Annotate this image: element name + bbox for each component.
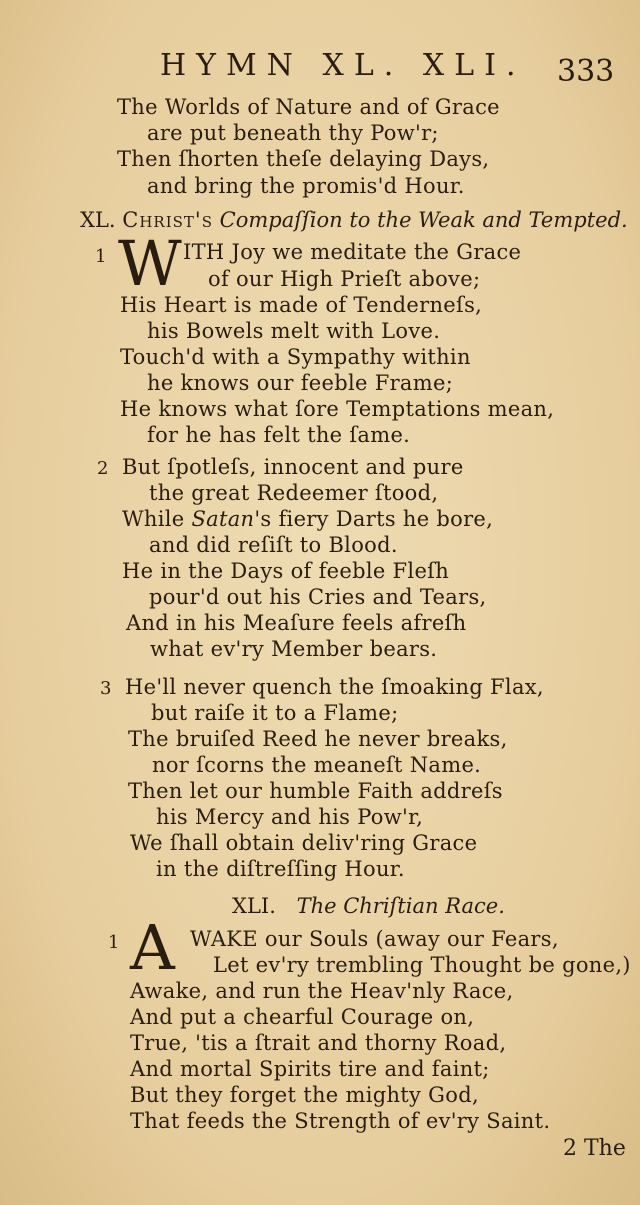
continuation-line: and bring the promis'd Hour. (147, 174, 465, 198)
verse-line (122, 506, 493, 532)
stanza-number: 3 (100, 678, 112, 699)
verse-line: the great Redeemer ſtood, (149, 481, 439, 505)
verse-line: WAKE our Souls (away our Fears, (190, 927, 559, 951)
verse-line: his Mercy and his Pow'r, (156, 805, 424, 829)
verse-line: He in the Days of feeble Fleſh (122, 559, 450, 583)
verse-line: He'll never quench the ſmoaking Flax, (125, 675, 544, 699)
verse-line: nor ſcorns the meaneſt Name. (152, 753, 482, 777)
hymn-title (232, 894, 505, 918)
hymn-number: XL. (80, 208, 116, 232)
verse-text: 's fiery Darts he bore, (254, 507, 494, 531)
verse-line: Awake, and run the Heav'nly Race, (130, 979, 514, 1003)
hymn-number: XLI. (232, 894, 276, 918)
verse-line: True, 'tis a ſtrait and thorny Road, (130, 1031, 507, 1055)
verse-line: ITH Joy we meditate the Grace (183, 240, 522, 264)
drop-cap: A (130, 911, 175, 984)
verse-line: Touch'd with a Sympathy within (120, 345, 471, 369)
verse-line: He knows what ſore Temptations mean, (120, 397, 555, 421)
verse-line: in the diſtreſſing Hour. (156, 857, 405, 881)
continuation-line: The Worlds of Nature and of Grace (117, 95, 500, 119)
verse-line: But ſpotleſs, innocent and pure (122, 455, 464, 479)
verse-line: his Bowels melt with Love. (147, 319, 441, 343)
verse-line: The bruiſed Reed he never breaks, (128, 727, 508, 751)
page-number: 333 (557, 54, 615, 89)
hymn-title-italic: Compaſſion to the Weak and Tempted. (219, 208, 628, 232)
catchword: 2 The (563, 1136, 626, 1161)
verse-line: for he has felt the ſame. (147, 423, 411, 447)
verse-line: he knows our feeble Frame; (147, 371, 454, 395)
verse-line: But they forget the mighty God, (130, 1083, 479, 1107)
verse-line: And in his Meaſure feels afreſh (126, 611, 467, 635)
verse-line: We ſhall obtain deliv'ring Grace (130, 831, 478, 855)
stanza-number: 1 (108, 932, 120, 953)
stanza-number: 1 (95, 246, 107, 267)
verse-line: That feeds the Strength of ev'ry Saint. (130, 1109, 551, 1133)
stanza-number: 2 (97, 458, 109, 479)
drop-cap: W (118, 227, 182, 300)
continuation-line: Then ſhorten theſe delaying Days, (117, 147, 490, 171)
verse-line: Let ev'ry trembling Thought be gone,) (213, 953, 631, 977)
verse-line: Then let our humble Faith addreſs (128, 779, 503, 803)
continuation-line: are put beneath thy Pow'r; (147, 121, 439, 145)
verse-line: His Heart is made of Tenderneſs, (120, 293, 483, 317)
verse-line: of our High Prieſt above; (208, 267, 481, 291)
hymn-title-caps: Christ's (122, 208, 213, 232)
verse-line: And mortal Spirits tire and faint; (130, 1057, 490, 1081)
verse-text: While (122, 507, 185, 531)
hymn-title-italic: The Chriſtian Race. (296, 894, 505, 918)
verse-line: what ev'ry Member bears. (150, 637, 438, 661)
verse-line: And put a chearful Courage on, (130, 1005, 475, 1029)
page-header (160, 48, 630, 88)
satan-name: Satan (191, 507, 255, 531)
verse-line: but raiſe it to a Flame; (151, 701, 399, 725)
verse-line: and did reſiſt to Blood. (149, 533, 398, 557)
verse-line: pour'd out his Cries and Tears, (149, 585, 487, 609)
running-head: HYMN XL. XLI. (160, 48, 526, 83)
